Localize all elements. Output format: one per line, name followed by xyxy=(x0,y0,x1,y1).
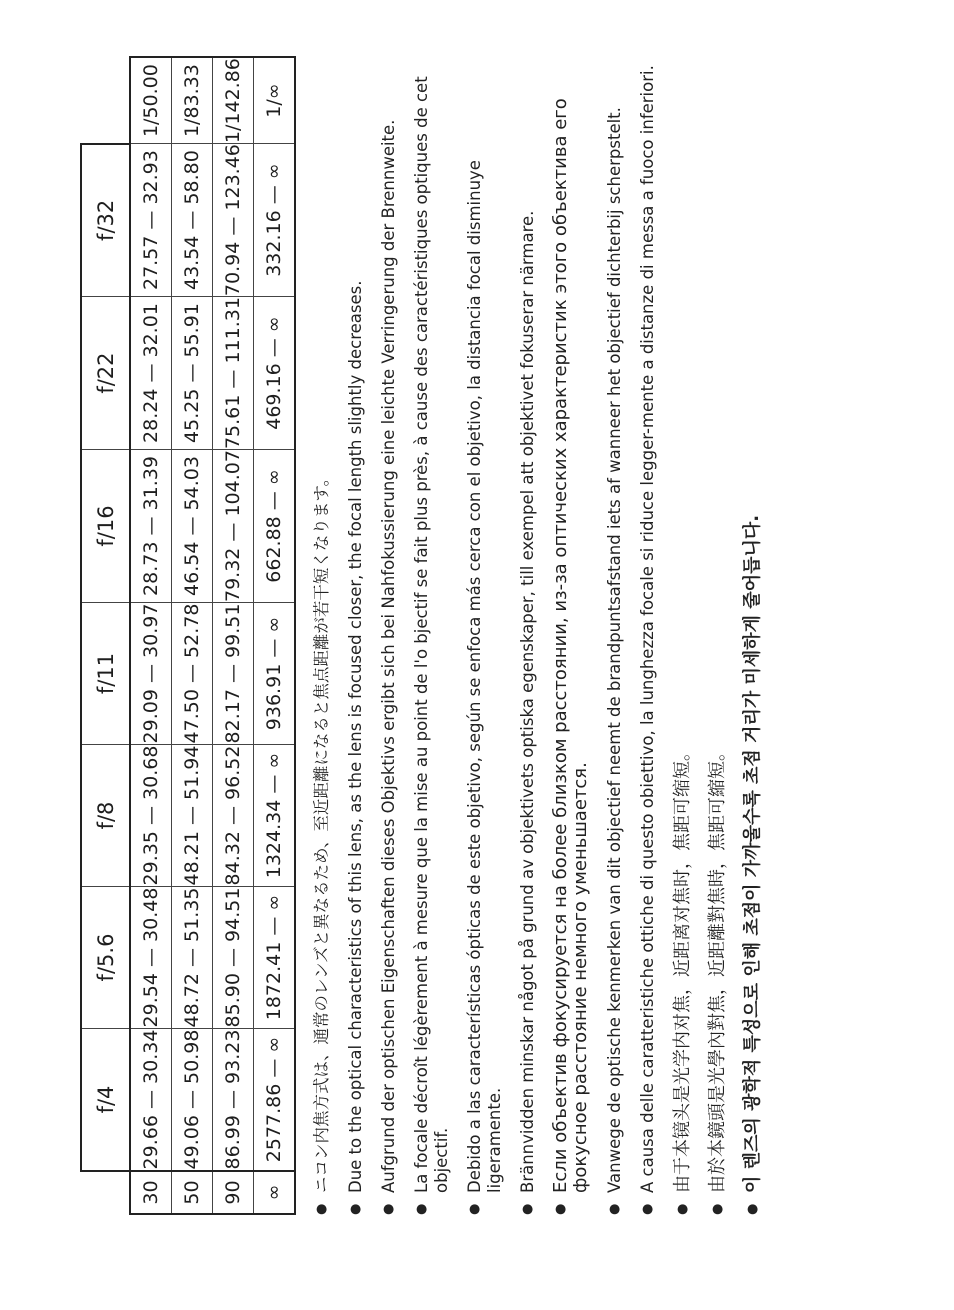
table-row xyxy=(254,57,296,1214)
note-german: ● Aufgrund der optischen Eigenschaften dieses Objektivs ergibt sich bei Nahfokussierung eine leichte Verringerung der Brennweite. xyxy=(379,65,399,1215)
aperture-header-row xyxy=(81,57,130,1214)
range-cell: 49.06 — 50.98 xyxy=(172,1029,213,1172)
range-cell: 43.54 — 58.80 xyxy=(172,144,213,297)
range-cell: 2577.86 — ∞ xyxy=(254,1029,296,1172)
aperture-header: f/4 xyxy=(81,1029,130,1172)
note-japanese: ● ニコン内焦方式は、通常のレンズと異なるため、至近距離になると焦点距離が若干短くなります。 xyxy=(312,65,332,1215)
range-cell: 29.54 — 30.48 xyxy=(130,887,172,1029)
note-chinese-traditional: ● 由於本鏡頭是光學內對焦，近距離對焦時，焦距可縮短。 xyxy=(708,65,728,1215)
note-korean: ● 이 렌즈의 광학적 특성으로 인해 초점이 가까울수록 초점 거리가 미세하게 줄어듭니다. xyxy=(743,65,763,1215)
range-cell: 28.24 — 32.01 xyxy=(130,297,172,450)
distance-label: 90 xyxy=(213,1171,254,1214)
aperture-header: f/32 xyxy=(81,144,130,297)
ratio-cell: 1/83.33 xyxy=(172,57,213,143)
focal-length-table xyxy=(80,56,296,1215)
ratio-cell: 1/50.00 xyxy=(130,57,172,143)
range-cell: 82.17 — 99.51 xyxy=(213,603,254,745)
range-cell: 86.99 — 93.23 xyxy=(213,1029,254,1172)
aperture-header: f/16 xyxy=(81,450,130,603)
notes-list xyxy=(312,65,763,1215)
range-cell: 29.66 — 30.34 xyxy=(130,1029,172,1172)
note-russian: ● Если объектив фокусируется на более близком расстоянии, из-за оптических характеристик этого объектива его фокусное расстояние немного уменьшается. xyxy=(551,65,591,1215)
table-row xyxy=(213,57,254,1214)
range-cell: 47.50 — 52.78 xyxy=(172,603,213,745)
range-cell: 48.21 — 51.94 xyxy=(172,745,213,887)
range-cell: 469.16 — ∞ xyxy=(254,297,296,450)
note-swedish: ● Brännvidden minskar något på grund av objektivets optiska egenskaper, till exempel att objektivet fokuserar närmare. xyxy=(518,65,538,1215)
range-cell: 936.91 — ∞ xyxy=(254,603,296,745)
range-cell: 27.57 — 32.93 xyxy=(130,144,172,297)
distance-label: 50 xyxy=(172,1171,213,1214)
distance-label: 30 xyxy=(130,1171,172,1214)
range-cell: 70.94 — 123.46 xyxy=(213,144,254,297)
table-row xyxy=(172,57,213,1214)
range-cell: 45.25 — 55.91 xyxy=(172,297,213,450)
range-cell: 1872.41 — ∞ xyxy=(254,887,296,1029)
note-chinese-simplified: ● 由于本镜头是光学内对焦，近距离对焦时，焦距可缩短。 xyxy=(673,65,693,1215)
range-cell: 46.54 — 54.03 xyxy=(172,450,213,603)
aperture-header: f/8 xyxy=(81,745,130,887)
note-french: ● La focale décroît légèrement à mesure que la mise au point de l'o bjectif se fait plus près, à cause des caractéristiques optiques de cet objectif. xyxy=(412,65,452,1215)
range-cell: 1324.34 — ∞ xyxy=(254,745,296,887)
note-italian: ● A causa delle caratteristiche ottiche di questo obiettivo, la lunghezza focale si riduce legger-mente a distanze di messa a fuoco inferiori. xyxy=(638,65,658,1215)
range-cell: 28.73 — 31.39 xyxy=(130,450,172,603)
aperture-header: f/11 xyxy=(81,603,130,745)
ratio-cell: 1/142.86 xyxy=(213,57,254,143)
range-cell: 48.72 — 51.35 xyxy=(172,887,213,1029)
table-row xyxy=(130,57,172,1214)
note-spanish: ● Debido a las características ópticas de este objetivo, según se enfoca más cerca con el objetivo, la distancia focal disminuye ligeramente. xyxy=(465,65,505,1215)
note-english: ● Due to the optical characteristics of this lens, as the lens is focused closer, the focal length slightly decreases. xyxy=(346,65,366,1215)
distance-label: ∞ xyxy=(254,1171,296,1214)
range-cell: 85.90 — 94.51 xyxy=(213,887,254,1029)
ratio-cell: 1/∞ xyxy=(254,57,296,143)
range-cell: 332.16 — ∞ xyxy=(254,144,296,297)
range-cell: 79.32 — 104.07 xyxy=(213,450,254,603)
aperture-header: f/22 xyxy=(81,297,130,450)
note-dutch: ● Vanwege de optische kenmerken van dit objectief neemt de brandpuntsafstand iets af wanneer het objectief dichterbij scherpstelt. xyxy=(605,65,625,1215)
aperture-header: f/5.6 xyxy=(81,887,130,1029)
range-cell: 29.35 — 30.68 xyxy=(130,745,172,887)
range-cell: 662.88 — ∞ xyxy=(254,450,296,603)
range-cell: 84.32 — 96.52 xyxy=(213,745,254,887)
range-cell: 29.09 — 30.97 xyxy=(130,603,172,745)
range-cell: 75.61 — 111.31 xyxy=(213,297,254,450)
